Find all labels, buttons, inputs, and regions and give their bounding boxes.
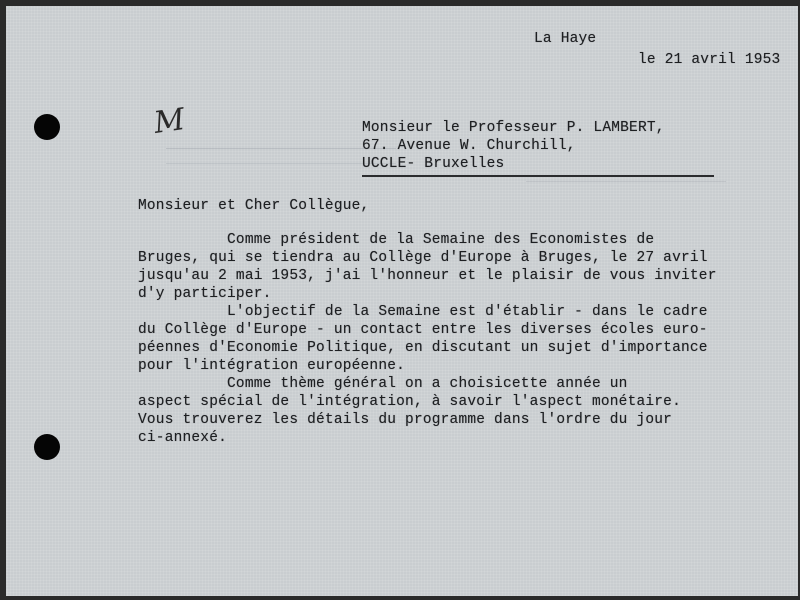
body-line: d'y participer.: [138, 286, 272, 302]
address-underline: [362, 175, 714, 177]
show-through-mark: [526, 181, 726, 192]
letter-place: La Haye: [534, 31, 597, 47]
body-line: Comme thème général on a choisicette année un: [138, 376, 628, 392]
body-line: Bruges, qui se tiendra au Collège d'Europe à Bruges, le 27 avril: [138, 250, 708, 266]
body-line: ci-annexé.: [138, 430, 228, 446]
letter-date: le 21 avril 1953: [638, 52, 781, 68]
handwritten-initials: M: [151, 102, 188, 141]
punch-hole: [34, 114, 60, 140]
body-line: Comme président de la Semaine des Economistes de: [138, 232, 655, 248]
salutation: Monsieur et Cher Collègue,: [138, 198, 370, 214]
recipient-line-1: Monsieur le Professeur P. LAMBERT,: [362, 120, 665, 136]
body-line: pour l'intégration européenne.: [138, 358, 406, 374]
body-line: aspect spécial de l'intégration, à savoir l'aspect monétaire.: [138, 394, 681, 410]
body-line: Vous trouverez les détails du programme dans l'ordre du jour: [138, 412, 673, 428]
body-line: jusqu'au 2 mai 1953, j'ai l'honneur et le plaisir de vous inviter: [138, 268, 717, 284]
recipient-line-3: UCCLE- Bruxelles: [362, 156, 505, 172]
body-line: du Collège d'Europe - un contact entre les diverses écoles euro-: [138, 322, 708, 338]
recipient-line-2: 67. Avenue W. Churchill,: [362, 138, 576, 154]
punch-hole: [34, 434, 60, 460]
letter-page: [6, 6, 798, 596]
body-line: péennes d'Economie Politique, en discutant un sujet d'importance: [138, 340, 708, 356]
body-line: L'objectif de la Semaine est d'établir - dans le cadre: [138, 304, 708, 320]
